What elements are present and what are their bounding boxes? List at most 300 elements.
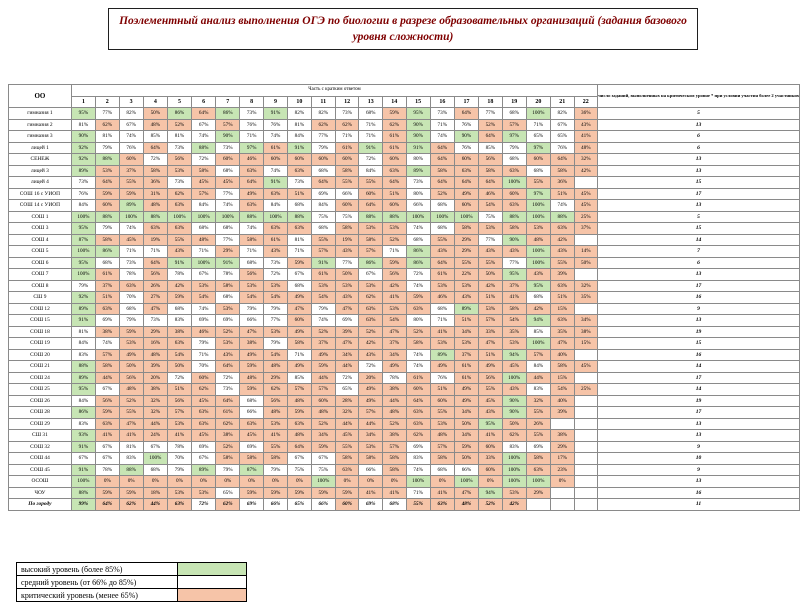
score-cell: 54% xyxy=(502,315,526,327)
critical-count-cell: 13 xyxy=(598,165,800,177)
critical-count-cell: 5 xyxy=(598,108,800,120)
table-row xyxy=(9,142,800,154)
score-cell: 53% xyxy=(263,418,287,430)
score-cell: 23% xyxy=(550,464,574,476)
score-cell: 48% xyxy=(574,142,598,154)
org-name: СОШ 5 xyxy=(9,246,72,258)
task-header-14: 14 xyxy=(383,96,407,108)
score-cell: 34% xyxy=(335,349,359,361)
score-cell: 74% xyxy=(263,131,287,143)
org-name: СШ 9 xyxy=(9,292,72,304)
score-cell: 48% xyxy=(143,200,167,212)
score-cell: 81% xyxy=(288,119,312,131)
score-cell: 37% xyxy=(454,349,478,361)
score-cell: 95% xyxy=(71,384,95,396)
score-cell: 29% xyxy=(454,234,478,246)
score-cell: 68% xyxy=(430,223,454,235)
analysis-table xyxy=(8,84,800,511)
score-cell: 37% xyxy=(574,223,598,235)
score-cell: 63% xyxy=(335,464,359,476)
score-cell: 58% xyxy=(383,464,407,476)
score-cell: 76% xyxy=(430,372,454,384)
score-cell: 63% xyxy=(550,315,574,327)
score-cell xyxy=(574,177,598,189)
score-cell: 45% xyxy=(574,361,598,373)
score-cell: 48% xyxy=(454,499,478,511)
score-cell: 89% xyxy=(192,464,216,476)
score-cell: 42% xyxy=(502,499,526,511)
score-cell: 0% xyxy=(143,476,167,488)
org-name: СОШ 15 xyxy=(9,315,72,327)
score-cell: 55% xyxy=(335,441,359,453)
score-cell: 86% xyxy=(406,257,430,269)
score-cell: 60% xyxy=(454,154,478,166)
score-cell: 73% xyxy=(167,177,191,189)
score-cell: 57% xyxy=(502,119,526,131)
org-name: СОШ 6 xyxy=(9,257,72,269)
task-header-22: 22 xyxy=(574,96,598,108)
score-cell: 83% xyxy=(502,441,526,453)
score-cell: 46% xyxy=(240,154,264,166)
org-name: СОШ 4 xyxy=(9,234,72,246)
score-cell: 62% xyxy=(96,119,120,131)
score-cell: 64% xyxy=(454,108,478,120)
score-cell: 55% xyxy=(359,177,383,189)
score-cell: 91% xyxy=(263,177,287,189)
score-cell: 68% xyxy=(430,303,454,315)
score-cell: 44% xyxy=(96,372,120,384)
score-cell: 66% xyxy=(359,464,383,476)
score-cell: 69% xyxy=(335,315,359,327)
score-cell: 48% xyxy=(143,349,167,361)
score-cell: 83% xyxy=(167,315,191,327)
score-cell: 62% xyxy=(167,188,191,200)
score-cell: 63% xyxy=(96,418,120,430)
score-cell: 71% xyxy=(359,119,383,131)
score-cell: 44% xyxy=(311,372,335,384)
score-cell: 88% xyxy=(240,211,264,223)
table-row xyxy=(9,453,800,465)
score-cell: 53% xyxy=(430,280,454,292)
legend-table xyxy=(16,562,247,602)
score-cell: 88% xyxy=(71,487,95,499)
score-cell: 37% xyxy=(96,280,120,292)
org-name: СОШ 3 xyxy=(9,223,72,235)
score-cell: 79% xyxy=(216,464,240,476)
score-cell: 54% xyxy=(167,349,191,361)
org-name: СЕНЕЖ xyxy=(9,154,72,166)
score-cell: 51% xyxy=(550,292,574,304)
score-cell: 57% xyxy=(359,246,383,258)
score-cell: 82% xyxy=(550,108,574,120)
score-cell: 64% xyxy=(479,131,503,143)
score-cell: 54% xyxy=(240,292,264,304)
score-cell: 38% xyxy=(550,430,574,442)
score-cell: 64% xyxy=(383,177,407,189)
score-cell: 60% xyxy=(359,188,383,200)
score-cell: 74% xyxy=(119,131,143,143)
score-cell: 43% xyxy=(430,246,454,258)
score-cell: 38% xyxy=(216,430,240,442)
table-row xyxy=(9,108,800,120)
score-cell: 71% xyxy=(288,246,312,258)
score-cell: 81% xyxy=(71,326,95,338)
score-cell: 55% xyxy=(263,441,287,453)
score-cell: 48% xyxy=(526,234,550,246)
score-cell: 43% xyxy=(479,407,503,419)
score-cell: 68% xyxy=(430,464,454,476)
score-cell: 49% xyxy=(454,188,478,200)
task-header-12: 12 xyxy=(335,96,359,108)
corner-header: ОО xyxy=(9,85,72,108)
task-header-20: 20 xyxy=(526,96,550,108)
score-cell: 89% xyxy=(430,349,454,361)
score-cell: 63% xyxy=(240,165,264,177)
score-cell: 89% xyxy=(454,303,478,315)
score-cell: 47% xyxy=(550,338,574,350)
score-cell: 67% xyxy=(311,453,335,465)
score-cell: 92% xyxy=(71,154,95,166)
score-cell: 84% xyxy=(192,200,216,212)
score-cell: 63% xyxy=(167,338,191,350)
score-cell: 43% xyxy=(263,246,287,258)
table-row xyxy=(9,487,800,499)
score-cell: 59% xyxy=(119,326,143,338)
score-cell: 55% xyxy=(119,407,143,419)
score-cell: 67% xyxy=(143,441,167,453)
score-cell: 49% xyxy=(430,361,454,373)
org-name: По городу xyxy=(9,499,72,511)
score-cell: 57% xyxy=(192,188,216,200)
score-cell: 59% xyxy=(311,361,335,373)
score-cell: 59% xyxy=(335,487,359,499)
score-cell: 50% xyxy=(454,418,478,430)
score-cell: 73% xyxy=(143,315,167,327)
score-cell: 73% xyxy=(263,257,287,269)
critical-count-cell: 6 xyxy=(598,142,800,154)
score-cell: 86% xyxy=(216,108,240,120)
score-cell: 45% xyxy=(119,234,143,246)
score-cell: 50% xyxy=(574,257,598,269)
score-cell: 91% xyxy=(359,142,383,154)
score-cell: 68% xyxy=(288,280,312,292)
table-row xyxy=(9,200,800,212)
score-cell: 79% xyxy=(96,142,120,154)
score-cell: 88% xyxy=(96,154,120,166)
score-cell: 69% xyxy=(240,499,264,511)
score-cell: 72% xyxy=(335,372,359,384)
score-cell: 100% xyxy=(526,246,550,258)
score-cell: 53% xyxy=(430,418,454,430)
legend-body xyxy=(17,563,247,602)
score-cell: 78% xyxy=(216,269,240,281)
score-cell: 22% xyxy=(454,269,478,281)
score-cell: 64% xyxy=(454,177,478,189)
score-cell: 91% xyxy=(216,257,240,269)
score-cell: 88% xyxy=(143,211,167,223)
score-cell: 91% xyxy=(71,441,95,453)
score-cell: 95% xyxy=(71,223,95,235)
score-cell: 53% xyxy=(216,303,240,315)
score-cell: 100% xyxy=(526,257,550,269)
score-cell: 52% xyxy=(216,326,240,338)
score-cell: 67% xyxy=(119,119,143,131)
score-cell: 69% xyxy=(526,441,550,453)
score-cell: 53% xyxy=(263,326,287,338)
score-cell: 60% xyxy=(430,395,454,407)
score-cell: 49% xyxy=(240,188,264,200)
score-cell: 0% xyxy=(216,476,240,488)
score-cell: 73% xyxy=(430,108,454,120)
score-cell: 90% xyxy=(502,234,526,246)
score-cell: 86% xyxy=(71,407,95,419)
score-cell: 0% xyxy=(263,476,287,488)
score-cell: 47% xyxy=(383,326,407,338)
score-cell: 59% xyxy=(263,487,287,499)
score-cell: 67% xyxy=(71,453,95,465)
score-cell: 58% xyxy=(288,338,312,350)
score-cell: 54% xyxy=(263,292,287,304)
score-cell: 20% xyxy=(143,372,167,384)
score-cell: 63% xyxy=(406,303,430,315)
score-cell: 60% xyxy=(479,464,503,476)
org-name: СОШ 44 xyxy=(9,453,72,465)
score-cell: 53% xyxy=(359,280,383,292)
score-cell: 33% xyxy=(479,326,503,338)
score-cell: 29% xyxy=(143,326,167,338)
score-cell: 60% xyxy=(216,154,240,166)
score-cell: 100% xyxy=(526,108,550,120)
task-header-9: 9 xyxy=(263,96,287,108)
score-cell: 89% xyxy=(71,303,95,315)
score-cell: 60% xyxy=(119,154,143,166)
score-cell: 64% xyxy=(430,177,454,189)
score-cell: 69% xyxy=(96,315,120,327)
score-cell: 83% xyxy=(71,418,95,430)
score-cell: 70% xyxy=(119,292,143,304)
score-cell: 0% xyxy=(430,476,454,488)
score-cell: 56% xyxy=(143,269,167,281)
org-name: СОШ 7 xyxy=(9,269,72,281)
score-cell: 57% xyxy=(288,384,312,396)
score-cell: 87% xyxy=(240,464,264,476)
score-cell: 75% xyxy=(335,211,359,223)
score-cell: 59% xyxy=(240,384,264,396)
score-cell: 57% xyxy=(96,349,120,361)
org-name: СОШ 32 xyxy=(9,441,72,453)
score-cell: 55% xyxy=(406,499,430,511)
score-cell: 53% xyxy=(119,338,143,350)
score-cell: 58% xyxy=(454,223,478,235)
score-cell: 56% xyxy=(263,395,287,407)
score-cell: 68% xyxy=(383,499,407,511)
score-cell: 90% xyxy=(502,395,526,407)
legend-label: средний уровень (от 66% до 85%) xyxy=(17,576,178,589)
score-cell: 68% xyxy=(311,165,335,177)
score-cell: 60% xyxy=(406,384,430,396)
score-cell: 68% xyxy=(96,257,120,269)
score-cell: 53% xyxy=(526,223,550,235)
score-cell: 61% xyxy=(383,131,407,143)
score-cell: 38% xyxy=(383,430,407,442)
score-cell: 72% xyxy=(359,361,383,373)
score-cell: 49% xyxy=(359,395,383,407)
legend-label: критический уровень (менее 65%) xyxy=(17,589,178,602)
score-cell: 60% xyxy=(335,200,359,212)
score-cell: 32% xyxy=(526,395,550,407)
org-name: СОШ 19 xyxy=(9,338,72,350)
score-cell: 95% xyxy=(71,108,95,120)
score-cell xyxy=(526,499,550,511)
score-cell: 51% xyxy=(479,292,503,304)
table-row xyxy=(9,315,800,327)
score-cell: 34% xyxy=(454,326,478,338)
score-cell: 67% xyxy=(192,119,216,131)
critical-count-cell: 13 xyxy=(598,154,800,166)
score-cell: 68% xyxy=(359,108,383,120)
score-cell: 34% xyxy=(311,430,335,442)
score-cell: 51% xyxy=(454,315,478,327)
score-cell: 91% xyxy=(288,142,312,154)
score-cell: 92% xyxy=(71,292,95,304)
score-cell: 71% xyxy=(119,246,143,258)
score-cell: 61% xyxy=(406,372,430,384)
score-cell: 41% xyxy=(119,430,143,442)
score-cell: 69% xyxy=(311,188,335,200)
score-cell: 53% xyxy=(454,338,478,350)
score-cell: 53% xyxy=(167,165,191,177)
score-cell: 63% xyxy=(240,200,264,212)
critical-count-cell: 15 xyxy=(598,177,800,189)
score-cell: 95% xyxy=(526,280,550,292)
score-cell: 63% xyxy=(119,280,143,292)
score-cell: 73% xyxy=(71,177,95,189)
score-cell: 97% xyxy=(240,142,264,154)
score-cell: 97% xyxy=(526,142,550,154)
task-header-5: 5 xyxy=(167,96,191,108)
table-row xyxy=(9,211,800,223)
score-cell xyxy=(574,441,598,453)
score-cell: 68% xyxy=(216,223,240,235)
score-cell: 53% xyxy=(479,223,503,235)
score-cell: 59% xyxy=(311,441,335,453)
critical-count-cell: 16 xyxy=(598,349,800,361)
score-cell: 53% xyxy=(454,280,478,292)
score-cell: 97% xyxy=(526,188,550,200)
score-cell: 43% xyxy=(335,246,359,258)
task-header-2: 2 xyxy=(96,96,120,108)
score-cell: 0% xyxy=(167,476,191,488)
score-cell: 24% xyxy=(143,430,167,442)
score-cell: 51% xyxy=(430,384,454,396)
score-cell: 64% xyxy=(143,142,167,154)
score-cell: 88% xyxy=(96,211,120,223)
score-cell: 53% xyxy=(359,441,383,453)
score-cell: 66% xyxy=(240,315,264,327)
score-cell: 42% xyxy=(479,280,503,292)
score-cell: 17% xyxy=(550,453,574,465)
score-cell: 46% xyxy=(479,188,503,200)
score-cell: 77% xyxy=(335,257,359,269)
score-cell: 60% xyxy=(479,441,503,453)
score-cell: 79% xyxy=(263,464,287,476)
score-cell: 61% xyxy=(216,407,240,419)
org-name: СОШ 14 с УИОП xyxy=(9,200,72,212)
score-cell: 53% xyxy=(192,487,216,499)
score-cell: 53% xyxy=(502,338,526,350)
score-cell: 55% xyxy=(167,234,191,246)
score-cell: 47% xyxy=(119,418,143,430)
score-cell: 42% xyxy=(526,303,550,315)
score-cell: 100% xyxy=(526,476,550,488)
score-cell: 58% xyxy=(335,165,359,177)
table-row xyxy=(9,131,800,143)
score-cell: 60% xyxy=(311,154,335,166)
score-cell: 47% xyxy=(240,326,264,338)
score-cell: 60% xyxy=(335,154,359,166)
score-cell: 79% xyxy=(240,303,264,315)
score-cell: 16% xyxy=(143,338,167,350)
score-cell: 95% xyxy=(406,108,430,120)
score-cell: 95% xyxy=(502,269,526,281)
critical-count-cell: 7 xyxy=(598,246,800,258)
score-cell: 52% xyxy=(359,326,383,338)
score-cell: 63% xyxy=(263,188,287,200)
score-cell: 84% xyxy=(71,338,95,350)
score-cell: 59% xyxy=(311,487,335,499)
score-cell: 0% xyxy=(550,476,574,488)
score-cell xyxy=(574,487,598,499)
score-cell: 78% xyxy=(167,441,191,453)
score-cell: 34% xyxy=(359,430,383,442)
score-cell: 74% xyxy=(406,361,430,373)
score-cell: 56% xyxy=(119,372,143,384)
score-cell: 100% xyxy=(71,269,95,281)
score-cell: 62% xyxy=(216,499,240,511)
score-cell: 41% xyxy=(359,487,383,499)
score-cell: 72% xyxy=(216,372,240,384)
score-cell: 62% xyxy=(383,119,407,131)
score-cell: 79% xyxy=(119,315,143,327)
score-cell: 47% xyxy=(143,303,167,315)
score-cell: 48% xyxy=(263,361,287,373)
score-cell: 86% xyxy=(167,108,191,120)
score-cell: 66% xyxy=(454,464,478,476)
score-cell: 63% xyxy=(550,223,574,235)
score-cell: 54% xyxy=(383,315,407,327)
score-cell: 49% xyxy=(119,349,143,361)
score-cell: 59% xyxy=(240,361,264,373)
score-cell: 62% xyxy=(263,384,287,396)
score-cell: 39% xyxy=(550,407,574,419)
table-body xyxy=(9,108,800,511)
table-row xyxy=(9,418,800,430)
score-cell: 69% xyxy=(240,441,264,453)
score-cell: 74% xyxy=(119,223,143,235)
score-cell: 75% xyxy=(479,211,503,223)
score-cell: 63% xyxy=(526,464,550,476)
score-cell: 76% xyxy=(550,142,574,154)
score-cell: 57% xyxy=(311,246,335,258)
score-cell: 60% xyxy=(192,372,216,384)
critical-count-cell: 9 xyxy=(598,464,800,476)
score-cell: 34% xyxy=(574,315,598,327)
critical-count-cell: 6 xyxy=(598,131,800,143)
score-cell: 74% xyxy=(406,464,430,476)
score-cell: 52% xyxy=(311,418,335,430)
score-cell: 76% xyxy=(454,142,478,154)
score-cell: 97% xyxy=(502,131,526,143)
